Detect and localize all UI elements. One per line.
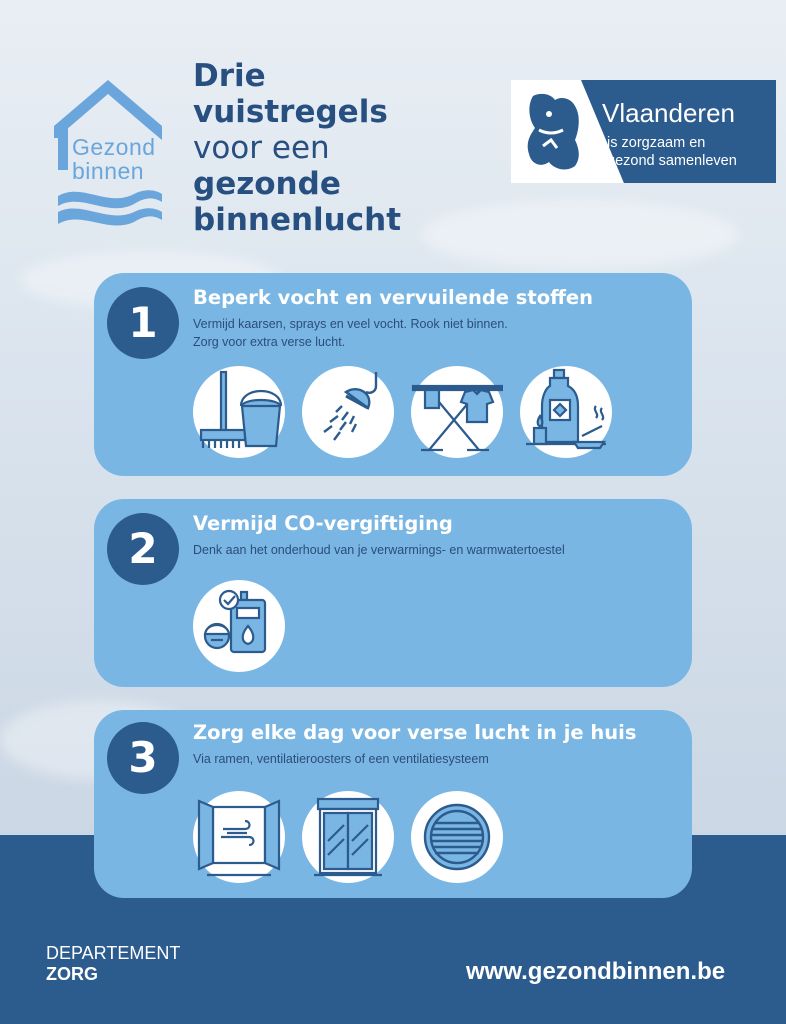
rule-heading-3: Zorg elke dag voor verse lucht in je huis bbox=[193, 721, 637, 744]
vlaanderen-tagline-line-2: gezond samenleven bbox=[607, 153, 737, 169]
rule-heading-1: Beperk vocht en vervuilende stoffen bbox=[193, 286, 594, 309]
website-link[interactable]: www.gezondbinnen.be bbox=[466, 958, 726, 985]
rule-desc-1-line-2: Zorg voor extra verse lucht. bbox=[193, 335, 346, 349]
ventilation-grille-icon bbox=[411, 791, 503, 883]
vlaanderen-tagline bbox=[607, 134, 767, 170]
rule-number-3: 3 bbox=[107, 722, 179, 794]
title-line-3: voor een bbox=[193, 130, 330, 166]
title-line-5: binnenlucht bbox=[193, 202, 402, 238]
departement-zorg-logo bbox=[46, 943, 180, 985]
logo-word-gezond: Gezond bbox=[72, 134, 156, 160]
sky-decoration bbox=[420, 200, 740, 270]
departement-line: DEPARTEMENT bbox=[46, 943, 181, 963]
vlaanderen-tagline-line-1: is zorgzaam en bbox=[607, 135, 706, 151]
vlaanderen-name: Vlaanderen bbox=[602, 98, 735, 128]
page-title bbox=[193, 58, 401, 238]
rule-desc-1-line-1: Vermijd kaarsen, sprays en veel vocht. Rook niet binnen. bbox=[193, 317, 508, 331]
title-line-1: Drie bbox=[193, 58, 266, 94]
title-line-4: gezonde bbox=[193, 166, 341, 202]
vlaanderen-badge bbox=[511, 80, 776, 183]
gezond-binnen-logo bbox=[52, 78, 164, 228]
rule-desc-1 bbox=[193, 315, 663, 351]
zorg-line: ZORG bbox=[46, 964, 98, 984]
mop-bucket-icon bbox=[193, 366, 285, 458]
rule-heading-2: Vermijd CO-vergiftiging bbox=[193, 512, 453, 535]
rule-number-2: 2 bbox=[107, 513, 179, 585]
boiler-maintenance-icon bbox=[193, 580, 285, 672]
candle-spray-ashtray-icon bbox=[520, 366, 612, 458]
flemish-lion-icon bbox=[521, 90, 587, 174]
open-window-icon bbox=[193, 791, 285, 883]
drying-rack-icon bbox=[411, 366, 503, 458]
rule-desc-2: Denk aan het onderhoud van je verwarmings- en warmwatertoestel bbox=[193, 543, 565, 557]
shower-icon bbox=[302, 366, 394, 458]
logo-word-binnen: binnen bbox=[72, 158, 145, 184]
rule-desc-3: Via ramen, ventilatieroosters of een ventilatiesysteem bbox=[193, 752, 489, 766]
sliding-door-icon bbox=[302, 791, 394, 883]
title-line-2: vuistregels bbox=[193, 94, 388, 130]
rule-number-1: 1 bbox=[107, 287, 179, 359]
